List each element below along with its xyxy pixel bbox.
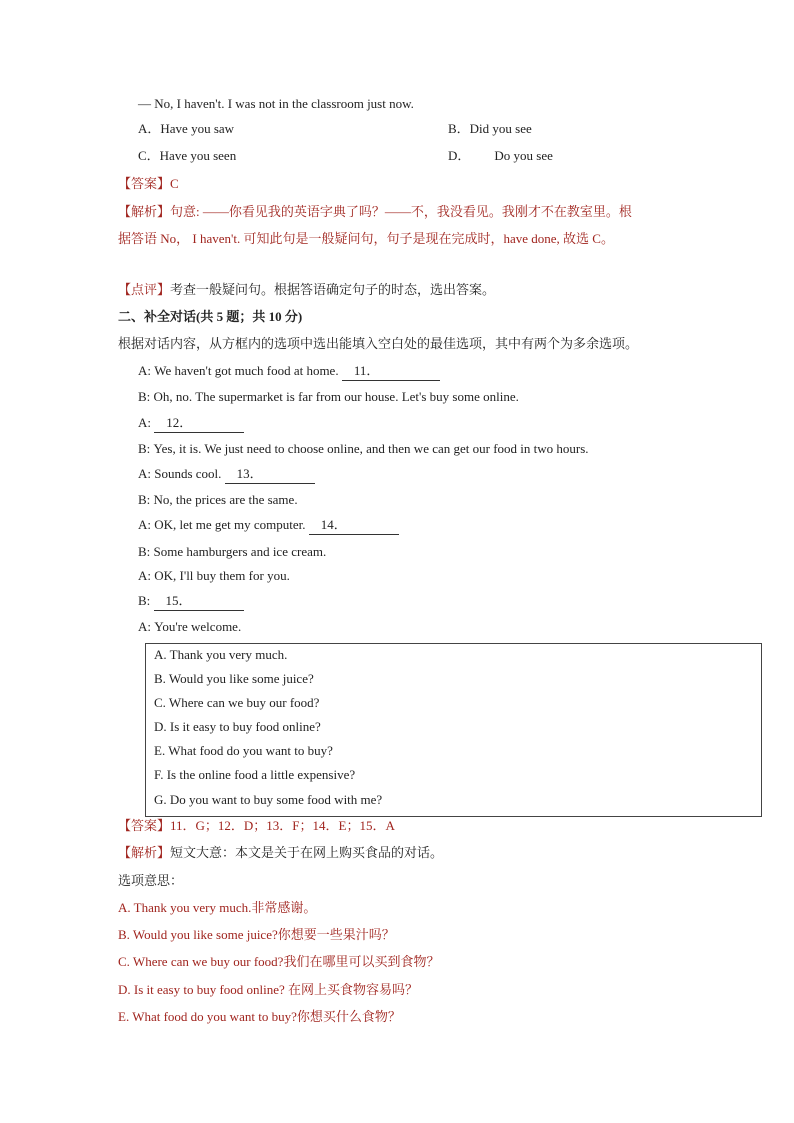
dialogue-line: B: Yes, it is. We just need to choose online, and then we can get our food in two hours.: [138, 441, 589, 456]
meaning-item: E. What food do you want to buy?你想买什么食物？: [118, 1009, 401, 1024]
option-a: A．Have you saw: [138, 121, 235, 136]
blank-14: 14．: [309, 516, 399, 535]
box-option: E. What food do you want to buy?: [154, 743, 333, 758]
meaning-item: C. Where can we buy our food?我们在哪里可以买到食物？: [118, 954, 440, 969]
dialogue-line: A: Sounds cool. 13．: [138, 465, 315, 484]
dialogue-line: B: No, the prices are the same.: [138, 492, 298, 507]
section-heading: 二、补全对话(共 5 题；共 10 分): [118, 309, 303, 324]
dialogue-line: A: 12．: [138, 414, 244, 433]
blank-12: 12．: [154, 414, 244, 433]
dialogue-line: A: OK, let me get my computer. 14．: [138, 516, 399, 535]
q10-comment: 【点评】考查一般疑问句。根据答语确定句子的时态，选出答案。: [118, 282, 496, 297]
meaning-item: A. Thank you very much.非常感谢。: [118, 900, 317, 915]
box-option: B. Would you like some juice?: [154, 671, 314, 686]
option-b: B．Did you see: [448, 121, 532, 136]
blank-13: 13．: [225, 465, 315, 484]
dialogue-line: A: You're welcome.: [138, 619, 242, 634]
dialogue-line: A: OK, I'll buy them for you.: [138, 568, 290, 583]
dialogue-line: B: 15．: [138, 592, 244, 611]
dialogue-line: B: Oh, no. The supermarket is far from our house. Let's buy some online.: [138, 389, 519, 404]
box-option: D. Is it easy to buy food online?: [154, 719, 321, 734]
box-option: G. Do you want to buy some food with me?: [154, 792, 383, 807]
box-option: A. Thank you very much.: [154, 647, 288, 662]
option-c: C．Have you seen: [138, 148, 237, 163]
q10-answer: 【答案】C: [118, 176, 179, 191]
dialogue-line: A: We haven't got much food at home. 11．: [138, 362, 440, 381]
blank-15: 15．: [154, 592, 244, 611]
options-box: [145, 643, 762, 817]
box-option: F. Is the online food a little expensive?: [154, 767, 356, 782]
section2-analysis: 【解析】短文大意：本文是关于在网上购买食品的对话。: [118, 845, 444, 860]
meaning-item: B. Would you like some juice?你想要一些果汁吗？: [118, 927, 395, 942]
option-d: D． Do you see: [448, 148, 553, 163]
section2-answer: 【答案】11．G；12．D；13．F；14．E；15．A: [118, 818, 395, 833]
meaning-heading: 选项意思：: [118, 873, 184, 888]
q10-analysis-line2: 据答语 No， I haven't. 可知此句是一般疑问句，句子是现在完成时，have done, 故选 C。: [118, 231, 614, 246]
blank-11: 11．: [342, 362, 440, 381]
meaning-item: D. Is it easy to buy food online? 在网上买食物容易吗？: [118, 982, 419, 997]
section-instruction: 根据对话内容，从方框内的选项中选出能填入空白处的最佳选项，其中有两个为多余选项。: [118, 336, 639, 351]
box-option: C. Where can we buy our food?: [154, 695, 320, 710]
dialogue-line: B: Some hamburgers and ice cream.: [138, 544, 327, 559]
answer-line: — No, I haven't. I was not in the classroom just now.: [138, 96, 414, 111]
q10-analysis-line1: 【解析】句意: ——你看见我的英语字典了吗？——不，我没看见。我刚才不在教室里。根: [118, 204, 632, 219]
